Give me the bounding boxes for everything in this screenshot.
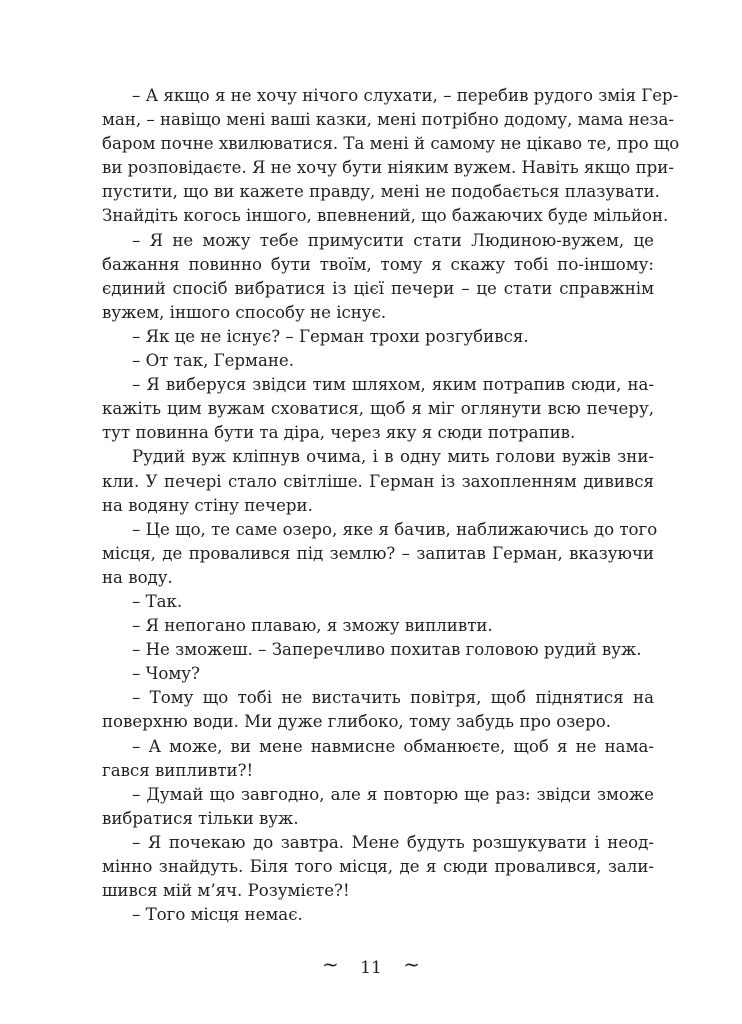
page-footer [0,954,742,980]
text-line: тут повинна бути та діра, через яку я сюди потрапив. [102,423,576,443]
text-line: – Я не можу тебе примусити стати Людиною-вужем, це [132,230,654,250]
text-line: Знайдіть когось іншого, впевнений, що бажаючих буде мільйон. [102,206,669,226]
text-line: поверхню води. Ми дуже глибоко, тому забудь про озеро. [102,712,612,732]
text-line: на водяну стіну печери. [102,495,313,515]
text-line: – Думай що завгодно, але я повторю ще раз: звідси зможе [132,784,654,804]
text-line: мінно знайдуть. Біля того місця, де я сюди провалився, зали- [102,857,654,876]
text-line: ви розповідаєте. Я не хочу бути ніяким вужем. Навіть якщо при- [102,158,674,178]
text-line: на воду. [102,567,173,587]
text-line: Рудий вуж кліпнув очима, і в одну мить голови вужів зни- [132,447,654,467]
text-line: вибратися тільки вуж. [102,808,299,828]
text-line: – Як це не існує? – Герман трохи розгубився. [132,326,529,346]
text-line: кажіть цим вужам сховатися, щоб я міг оглянути всю печеру, [102,399,654,419]
text-line: – Так. [132,591,183,611]
text-line: – Я непогано плаваю, я зможу випливти. [132,616,493,636]
text-line: – Того місця немає. [132,905,303,925]
text-line: – Не зможеш. – Заперечливо похитав головою рудий вуж. [132,640,642,660]
page-text [102,84,680,927]
text-line: – А якщо я не хочу нічого слухати, – перебив рудого змія Гер- [132,86,679,105]
text-line: – Я виберуся звідси тим шляхом, яким потрапив сюди, на- [132,375,654,395]
footer-ornament-right: ~ [403,952,420,976]
text-line: кли. У печері стало світліше. Герман із захопленням дивився [102,471,654,491]
text-line: єдиний спосіб вибратися із цієї печери – це стати справжнім [102,278,654,298]
text-line: місця, де провалився під землю? – запитав Герман, вказуючи [102,543,654,563]
text-line: шився мій м’яч. Розумієте?! [102,881,350,901]
text-line: гався випливти?! [102,760,254,780]
text-line: пустити, що ви кажете правду, мені не подобається плазувати. [102,182,660,202]
text-line: – Я почекаю до завтра. Мене будуть розшукувати і неод- [132,832,654,852]
text-line: ман, – навіщо мені ваші казки, мені потрібно додому, мама неза- [102,110,674,130]
text-line: – А може, ви мене навмисне обманюєте, щоб я не нама- [132,736,654,756]
text-line: – Тому що тобі не вистачить повітря, щоб піднятися на [132,688,654,708]
footer-ornament-left: ~ [322,952,339,976]
text-line: – Чому? [132,664,200,684]
text-line: – Це що, те саме озеро, яке я бачив, наближаючись до того [132,519,658,539]
text-line: баром почне хвилюватися. Та мені й самому не цікаво те, про що [102,134,680,154]
text-line: вужем, іншого способу не існує. [102,302,387,322]
text-line: бажання повинно бути твоїм, тому я скажу тобі по-іншому: [102,254,654,274]
page-number: 11 [360,958,382,978]
text-line: – От так, Германе. [132,351,295,371]
